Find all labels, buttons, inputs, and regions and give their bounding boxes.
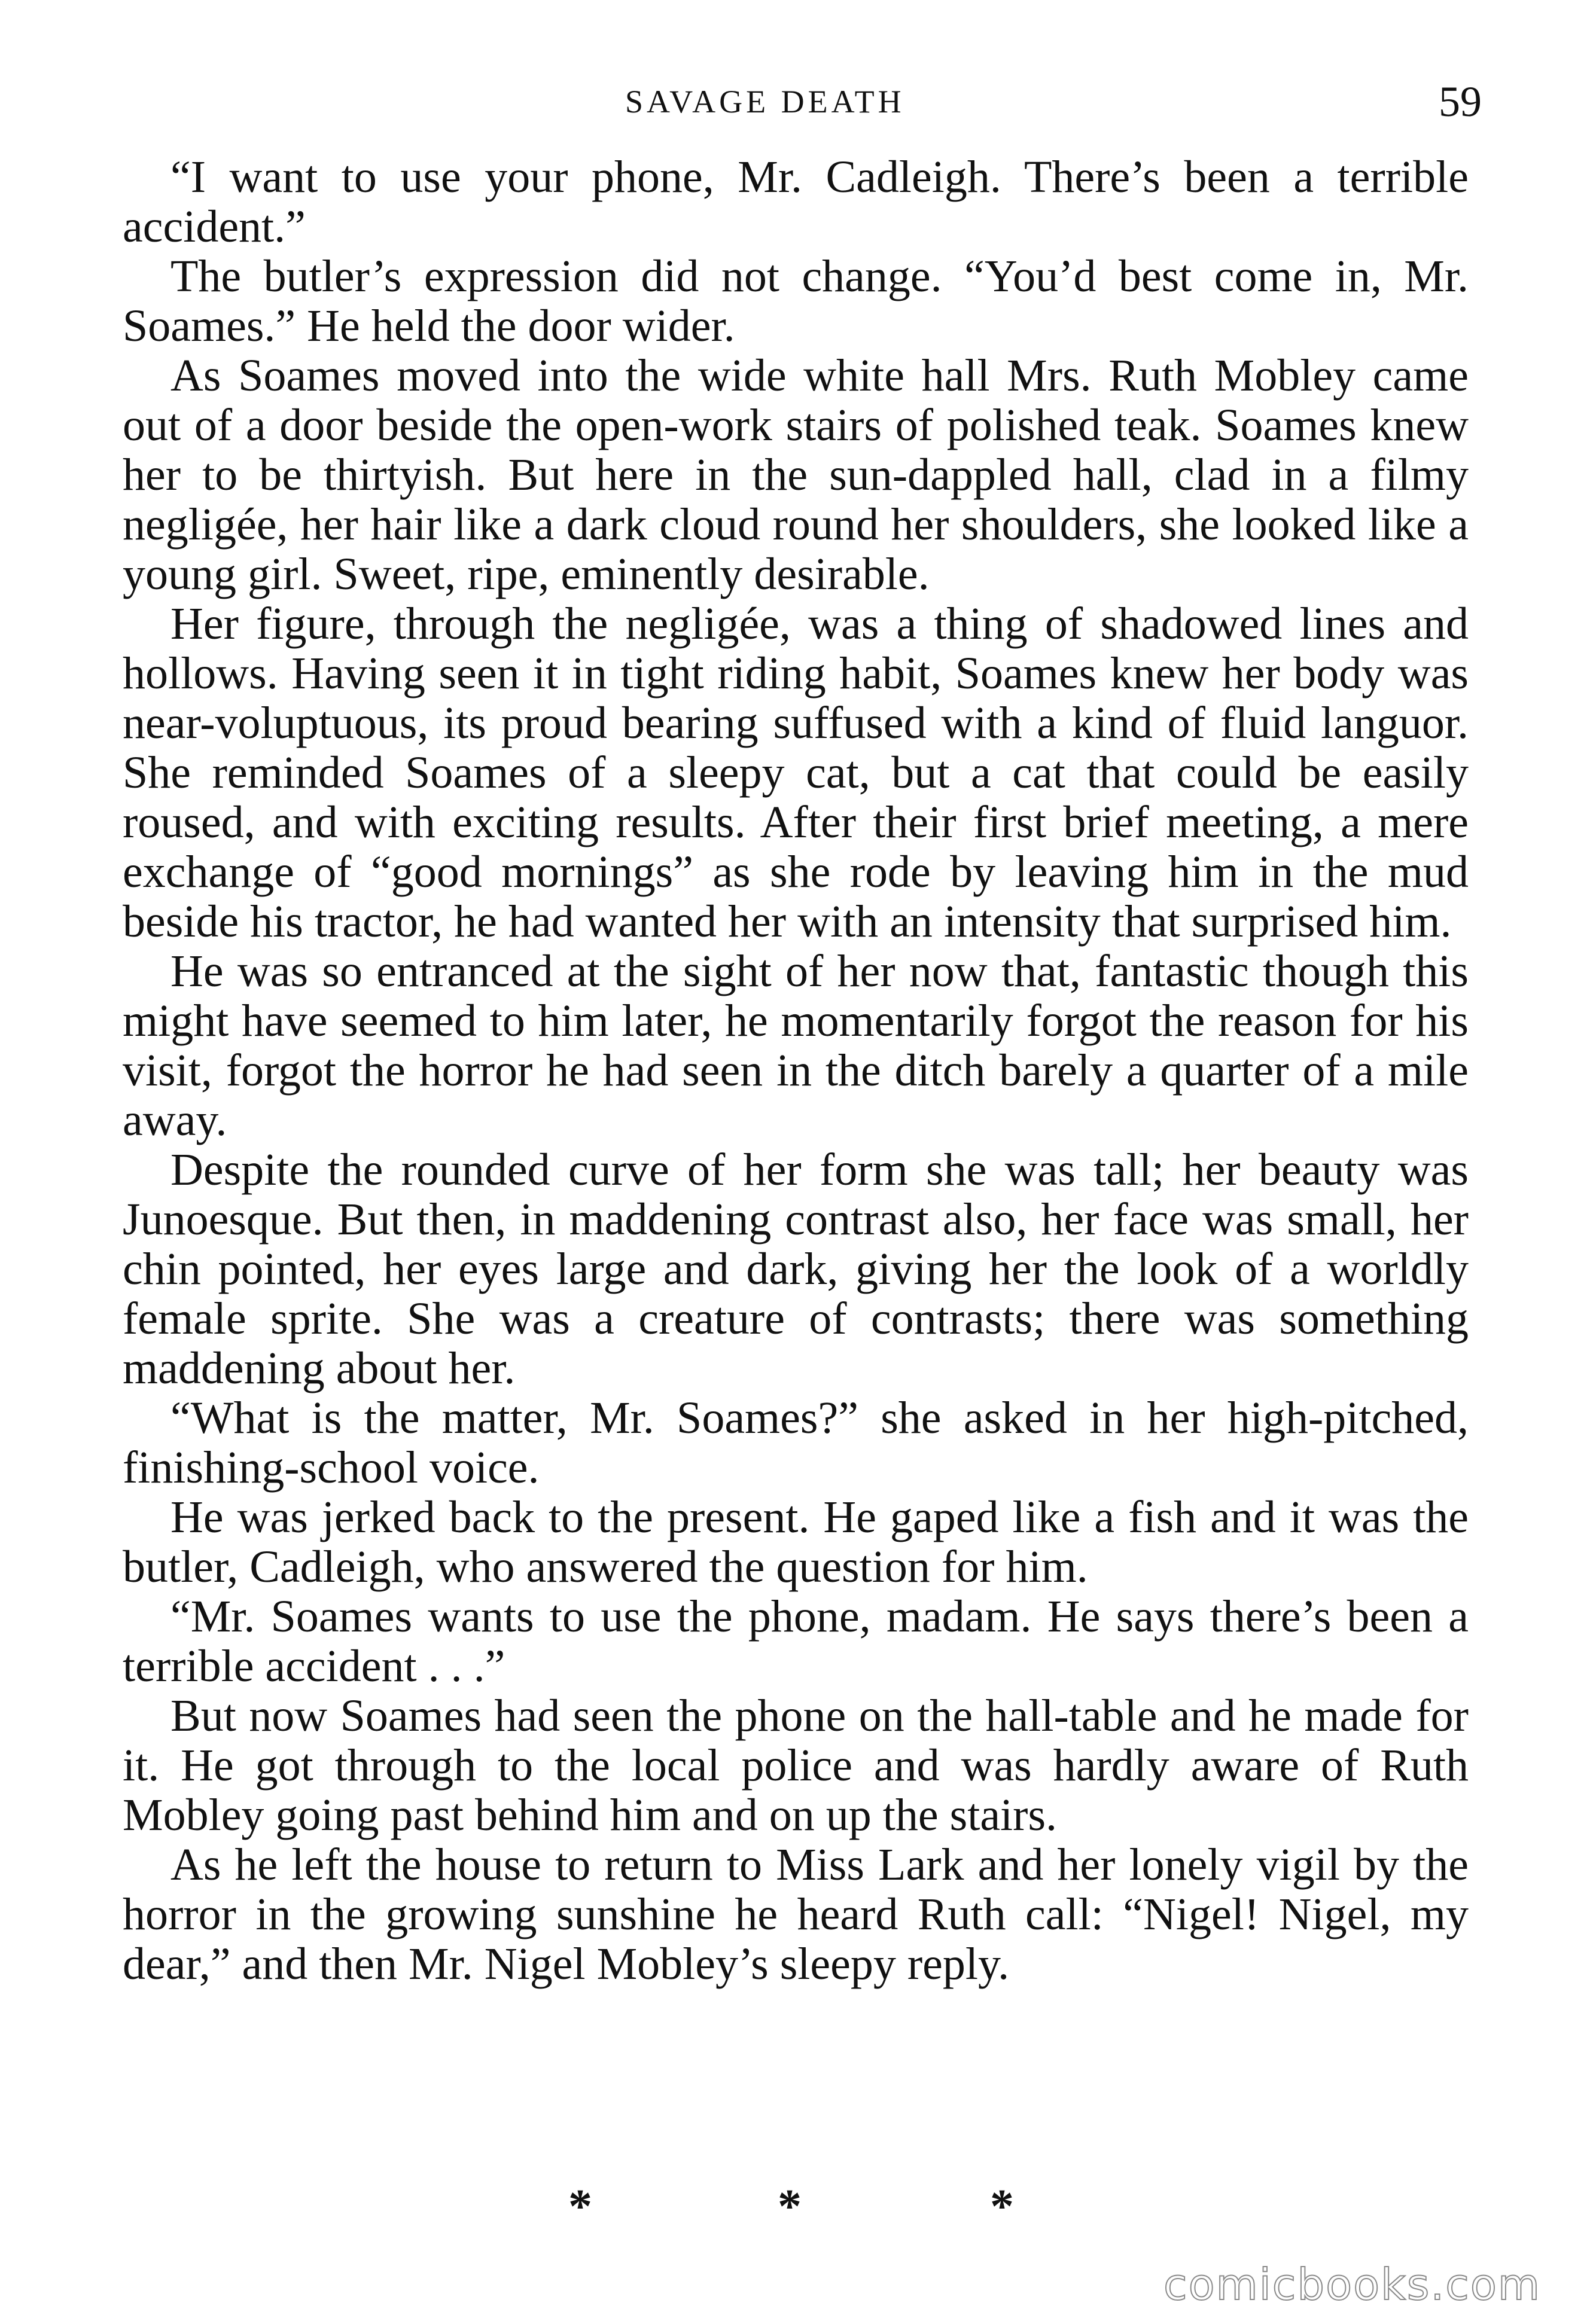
paragraph: “What is the matter, Mr. Soames?” she asked in her high-pitched, finishing-school voice. bbox=[123, 1393, 1469, 1493]
paragraph: As Soames moved into the wide white hall Mrs. Ruth Mobley came out of a door beside the open-work stairs of polished teak. Soames knew her to be thirtyish. But here in the sun-dappled hall, clad in a filmy negligée, her hair like a dark cloud round her shoulders, she looked like a young girl. Sweet, ripe, eminently desirable. bbox=[123, 350, 1469, 599]
body-text bbox=[123, 153, 1469, 1989]
running-title: SAVAGE DEATH bbox=[625, 84, 905, 120]
paragraph: Despite the rounded curve of her form she was tall; her beauty was Junoesque. But then, in maddening contrast also, her face was small, her chin pointed, her eyes large and dark, giving her the look of a worldly female sprite. She was a creature of contrasts; there was something maddening about her. bbox=[123, 1145, 1469, 1393]
paragraph: As he left the house to return to Miss Lark and her lonely vigil by the horror in the growing sunshine he heard Ruth call: “Nigel! Nigel, my dear,” and then Mr. Nigel Mobley’s sleepy reply. bbox=[123, 1840, 1469, 1989]
section-break-asterisk: * bbox=[778, 2180, 802, 2233]
paragraph: “Mr. Soames wants to use the phone, madam. He says there’s been a terrible accident . . .” bbox=[123, 1591, 1469, 1691]
paragraph: But now Soames had seen the phone on the hall-table and he made for it. He got through to the local police and was hardly aware of Ruth Mobley going past behind him and on up the stairs. bbox=[123, 1691, 1469, 1840]
section-break bbox=[0, 2177, 1590, 2237]
paragraph: The butler’s expression did not change. “You’d best come in, Mr. Soames.” He held the door wider. bbox=[123, 251, 1469, 351]
running-head bbox=[0, 78, 1590, 126]
paragraph: He was jerked back to the present. He gaped like a fish and it was the butler, Cadleigh, who answered the question for him. bbox=[123, 1492, 1469, 1592]
watermark: comicbooks.com bbox=[1163, 2259, 1542, 2310]
section-break-asterisk: * bbox=[990, 2180, 1014, 2233]
paragraph: Her figure, through the negligée, was a thing of shadowed lines and hollows. Having seen it in tight riding habit, Soames knew her body was near-voluptuous, its proud bearing suffused with a kind of fluid languor. She reminded Soames of a sleepy cat, but a cat that could be easily roused, and with exciting results. After their first brief meeting, a mere exchange of “good mornings” as she rode by leaving him in the mud beside his tractor, he had wanted her with an intensity that surprised him. bbox=[123, 599, 1469, 947]
paragraph: He was so entranced at the sight of her now that, fantastic though this might have seemed to him later, he momentarily forgot the reason for his visit, forgot the horror he had seen in the ditch barely a quarter of a mile away. bbox=[123, 946, 1469, 1145]
page-number: 59 bbox=[1439, 78, 1482, 126]
section-break-asterisk: * bbox=[568, 2180, 592, 2233]
paragraph: “I want to use your phone, Mr. Cadleigh. There’s been a terrible accident.” bbox=[123, 152, 1469, 252]
